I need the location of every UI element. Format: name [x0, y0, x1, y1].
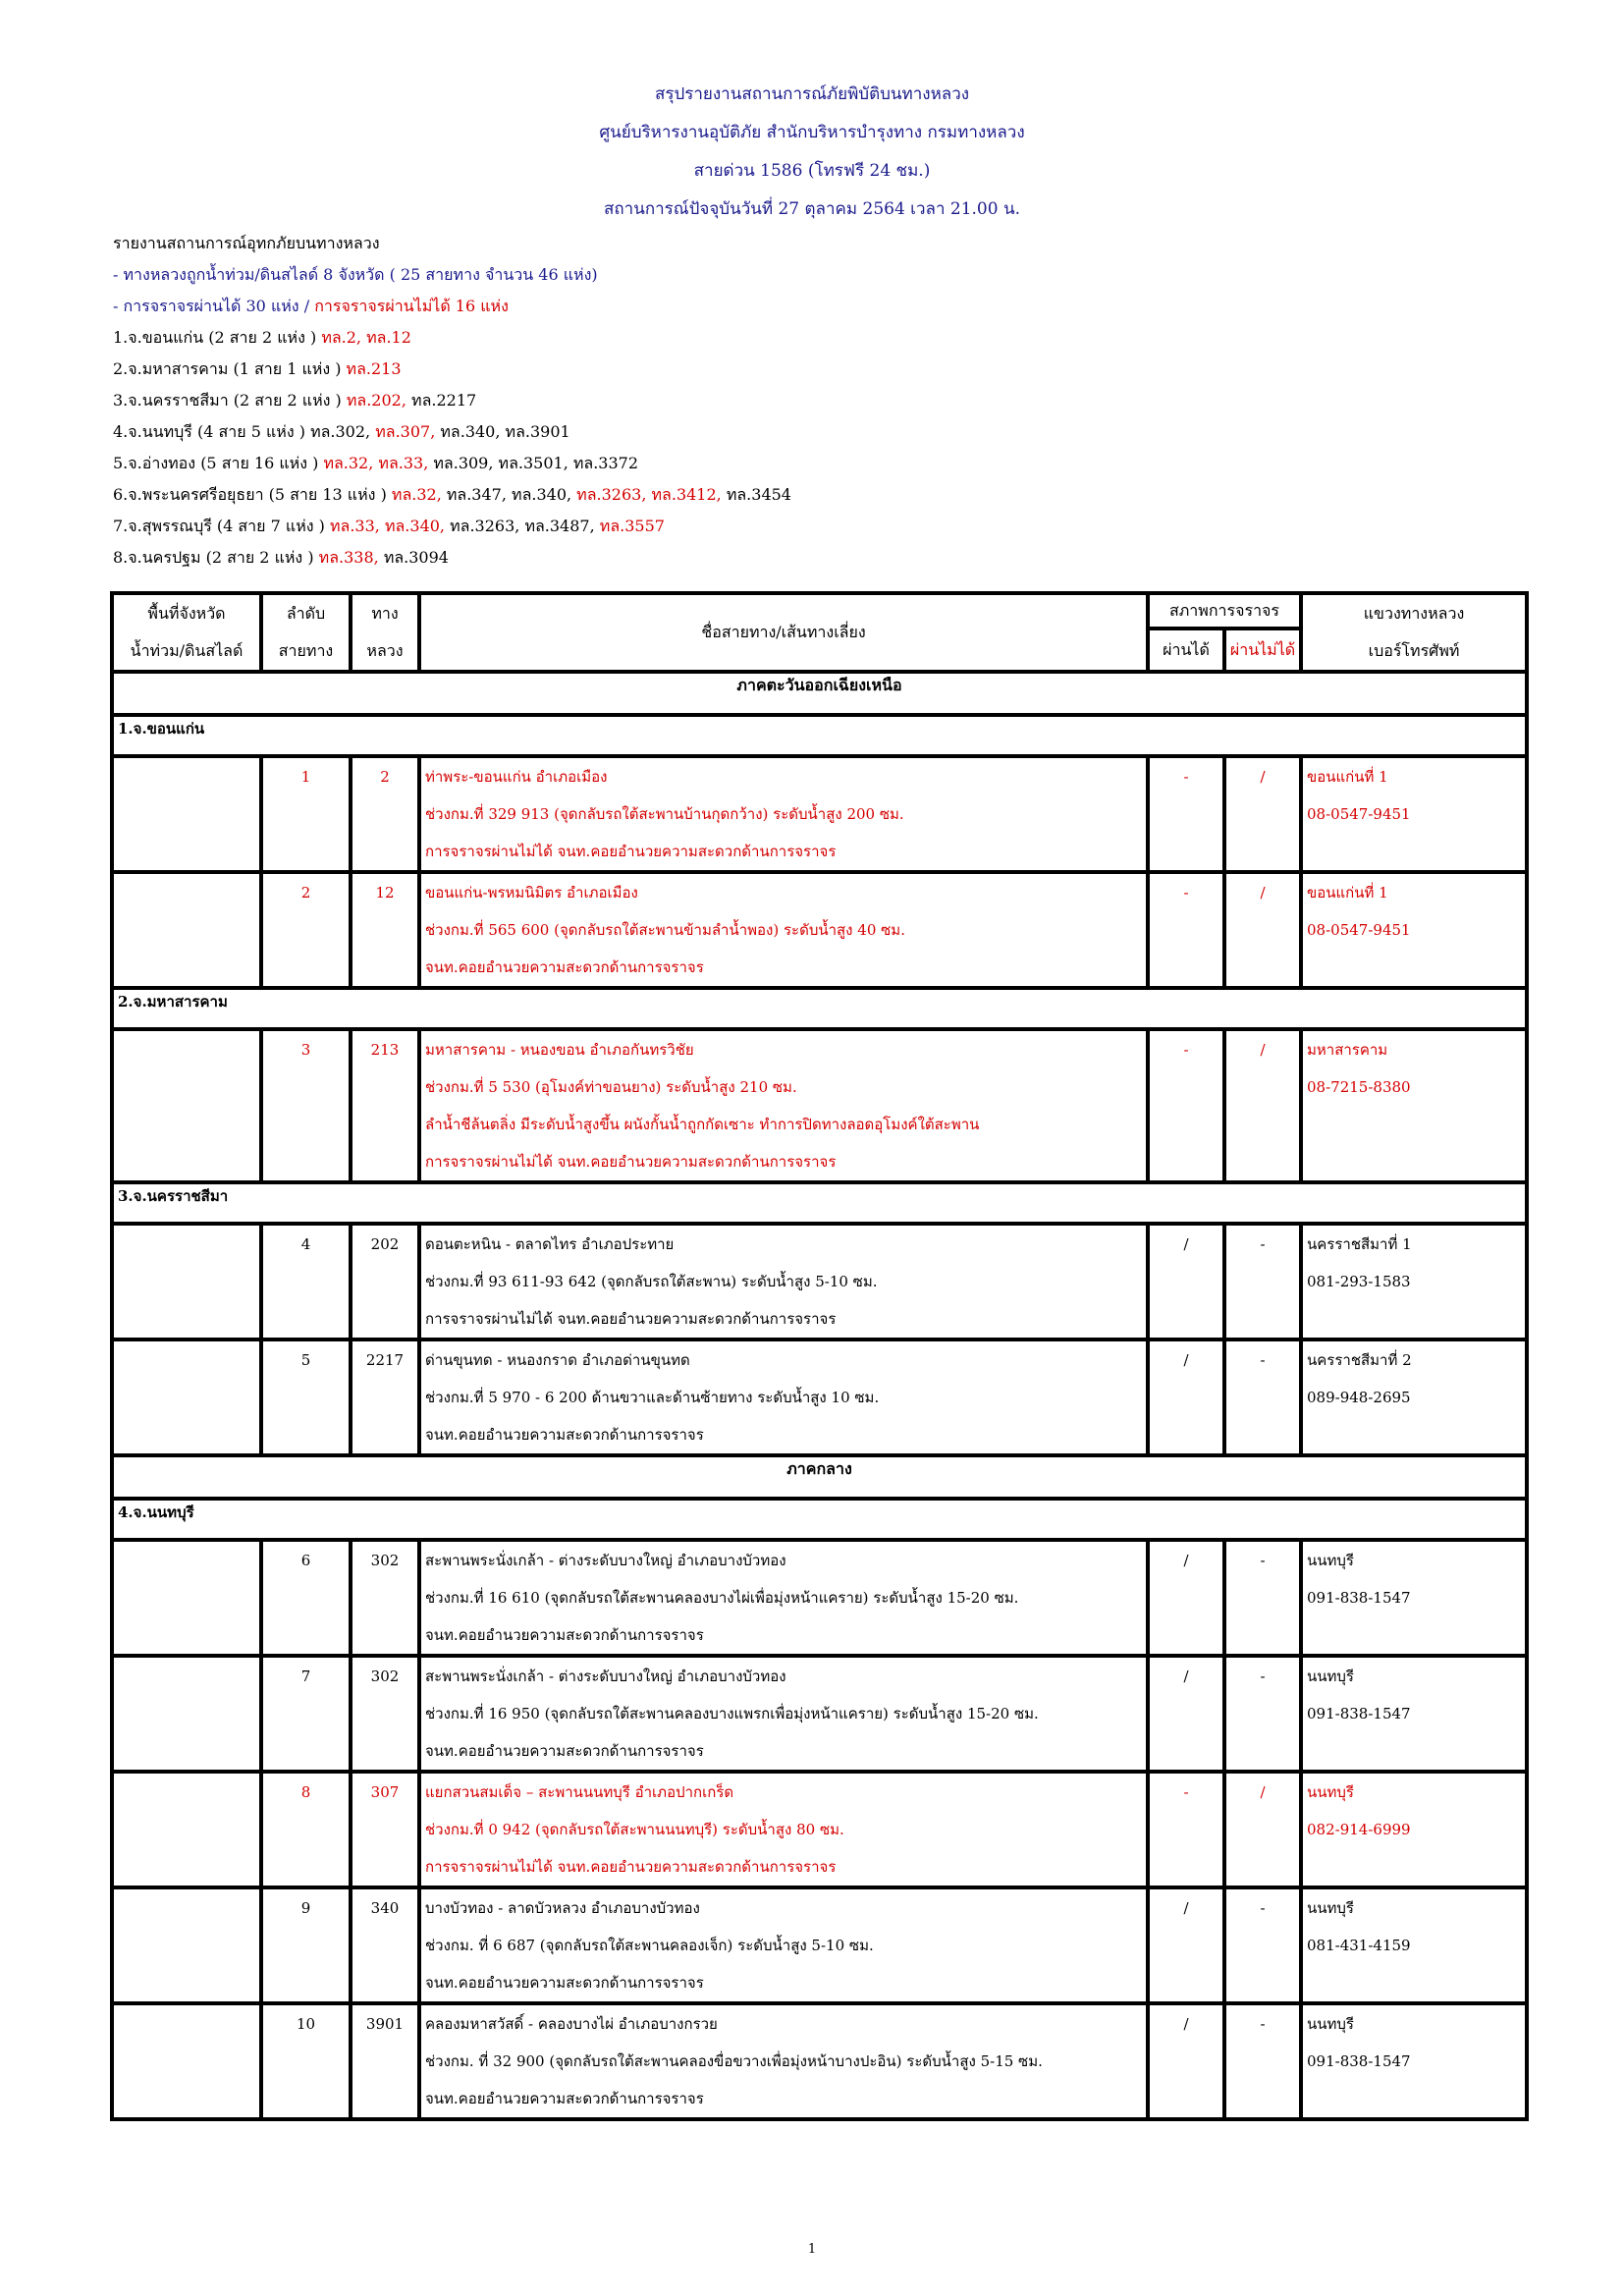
- table-row: [112, 1772, 1527, 1887]
- highway-cell: 302: [351, 1540, 419, 1656]
- route-line: ช่วงกม. ที่ 32 900 (จุดกลับรถใต้สะพานคลองขื่อขวางเพื่อมุ่งหน้าบางปะอิน) ระดับน้ำสูง 5-15 ซม.: [425, 2052, 1043, 2070]
- route-code: ทล.3372: [572, 454, 639, 472]
- pass-cell: /: [1148, 2003, 1224, 2119]
- route-code: ทล.309,: [433, 454, 499, 472]
- table-row: [112, 1656, 1527, 1772]
- col-header-status: สภาพการจราจร: [1148, 593, 1301, 629]
- route-cell: [419, 1772, 1148, 1887]
- region-header: ภาคกลาง: [112, 1455, 1527, 1499]
- seq-cell: 7: [261, 1656, 351, 1772]
- route-line: ช่วงกม.ที่ 16 610 (จุดกลับรถใต้สะพานคลองบางไผ่เพื่อมุ่งหน้าแคราย) ระดับน้ำสูง 15-20 ซม.: [425, 1589, 1019, 1607]
- route-line: การจราจรผ่านไม่ได้ จนท.คอยอำนวยความสะดวกด้านการจราจร: [425, 843, 837, 860]
- summary-flooded: - ทางหลวงถูกน้ำท่วม/ดินสไลด์ 8 จังหวัด ( 25 สายทาง จำนวน 46 แห่ง): [113, 265, 598, 284]
- route-line: ช่วงกม.ที่ 16 950 (จุดกลับรถใต้สะพานคลองบางแพรกเพื่อมุ่งหน้าแคราย) ระดับน้ำสูง 15-20 ซม.: [425, 1705, 1039, 1722]
- route-line: ขอนแก่น-พรหมนิมิตร อำเภอเมือง: [425, 884, 638, 902]
- route-code: ทล.32,: [391, 485, 447, 504]
- route-code: ทล.3263,: [576, 485, 652, 504]
- route-code: ทล.340,: [512, 485, 577, 504]
- office-name: มหาสารคาม: [1307, 1041, 1388, 1059]
- route-cell: [419, 1029, 1148, 1182]
- fail-cell: /: [1224, 1772, 1301, 1887]
- phone-number: 08-0547-9451: [1307, 805, 1411, 823]
- pass-cell: /: [1148, 1224, 1224, 1339]
- office-cell: [1301, 1772, 1527, 1887]
- route-line: ดอนตะหนิน - ตลาดไทร อำเภอประทาย: [425, 1235, 675, 1253]
- route-code: ทล.338,: [318, 548, 384, 567]
- pass-cell: /: [1148, 1656, 1224, 1772]
- flood-status-table: [110, 591, 1529, 2121]
- office-cell: [1301, 756, 1527, 872]
- province-header: 3.จ.นครราชสีมา: [112, 1182, 1527, 1224]
- route-line: แยกสวนสมเด็จ – สะพานนนทบุรี อำเภอปากเกร็ด: [425, 1783, 734, 1801]
- route-line: สะพานพระนั่งเกล้า - ต่างระดับบางใหญ่ อำเภอบางบัวทอง: [425, 1667, 786, 1685]
- pass-cell: -: [1148, 1772, 1224, 1887]
- fail-cell: -: [1224, 1339, 1301, 1455]
- route-line: ช่วงกม.ที่ 329 913 (จุดกลับรถใต้สะพานบ้านกุดกว้าง) ระดับน้ำสูง 200 ซม.: [425, 805, 904, 823]
- route-line: ช่วงกม.ที่ 5 530 (อุโมงค์ท่าขอนยาง) ระดับน้ำสูง 210 ซม.: [425, 1078, 797, 1096]
- table-row: [112, 1887, 1527, 2003]
- route-line: จนท.คอยอำนวยความสะดวกด้านการจราจร: [425, 1742, 704, 1760]
- route-code: ทล.3557: [599, 517, 665, 535]
- phone-number: 08-7215-8380: [1307, 1078, 1411, 1096]
- seq-cell: 2: [261, 872, 351, 988]
- route-line: ท่าพระ-ขอนแก่น อำเภอเมือง: [425, 768, 608, 786]
- province-summary-item: [113, 542, 791, 574]
- route-line: ลำน้ำชีล้นตลิ่ง มีระดับน้ำสูงขึ้น ผนังกั้นน้ำถูกกัดเซาะ ทำการปิดทางลอดอุโมงค์ใต้สะพาน: [425, 1116, 980, 1133]
- area-cell: [112, 1656, 261, 1772]
- route-line: จนท.คอยอำนวยความสะดวกด้านการจราจร: [425, 1626, 704, 1644]
- highway-cell: 340: [351, 1887, 419, 2003]
- route-cell: [419, 1887, 1148, 2003]
- route-cell: [419, 1224, 1148, 1339]
- seq-cell: 8: [261, 1772, 351, 1887]
- phone-number: 091-838-1547: [1307, 1589, 1411, 1607]
- route-code: ทล.307,: [375, 422, 441, 441]
- phone-number: 081-431-4159: [1307, 1937, 1411, 1954]
- route-line: จนท.คอยอำนวยความสะดวกด้านการจราจร: [425, 1426, 704, 1444]
- phone-number: 089-948-2695: [1307, 1389, 1411, 1406]
- col-header-area: พื้นที่จังหวัด น้ำท่วม/ดินสไลด์: [112, 593, 261, 672]
- summary-pass: - การจราจรผ่านได้ 30 แห่ง /: [113, 297, 315, 315]
- route-line: สะพานพระนั่งเกล้า - ต่างระดับบางใหญ่ อำเภอบางบัวทอง: [425, 1552, 786, 1569]
- region-header: ภาคตะวันออกเฉียงเหนือ: [112, 672, 1527, 715]
- fail-cell: -: [1224, 2003, 1301, 2119]
- pass-cell: -: [1148, 1029, 1224, 1182]
- province-summary-item: [113, 416, 791, 448]
- province-summary-label: 2.จ.มหาสารคาม (1 สาย 1 แห่ง ): [113, 359, 347, 378]
- province-summary-label: 3.จ.นครราชสีมา (2 สาย 2 แห่ง ): [113, 391, 347, 410]
- route-line: ด่านขุนทด - หนองกราด อำเภอด่านขุนทด: [425, 1351, 690, 1369]
- area-cell: [112, 872, 261, 988]
- seq-cell: 3: [261, 1029, 351, 1182]
- province-header: 2.จ.มหาสารคาม: [112, 988, 1527, 1029]
- seq-cell: 9: [261, 1887, 351, 2003]
- route-code: ทล.347,: [446, 485, 513, 504]
- route-code: ทล.3487,: [524, 517, 600, 535]
- pass-cell: /: [1148, 1887, 1224, 2003]
- table-row: [112, 1540, 1527, 1656]
- table-row: [112, 872, 1527, 988]
- report-datetime: สถานการณ์ปัจจุบันวันที่ 27 ตุลาคม 2564 เวลา 21.00 น.: [604, 199, 1020, 219]
- phone-number: 091-838-1547: [1307, 1705, 1411, 1722]
- province-summary-label: 5.จ.อ่างทอง (5 สาย 16 แห่ง ): [113, 454, 324, 472]
- pass-cell: -: [1148, 872, 1224, 988]
- area-cell: [112, 1887, 261, 2003]
- route-line: จนท.คอยอำนวยความสะดวกด้านการจราจร: [425, 2090, 704, 2107]
- route-line: คลองมหาสวัสดิ์ - คลองบางไผ่ อำเภอบางกรวย: [425, 2015, 718, 2033]
- highway-cell: 2: [351, 756, 419, 872]
- route-code: ทล.33,: [378, 454, 434, 472]
- fail-cell: -: [1224, 1656, 1301, 1772]
- route-line: การจราจรผ่านไม่ได้ จนท.คอยอำนวยความสะดวกด้านการจราจร: [425, 1310, 837, 1328]
- col-header-highway: ทาง หลวง: [351, 593, 419, 672]
- area-cell: [112, 756, 261, 872]
- table-row: [112, 2003, 1527, 2119]
- province-summary-label: 1.จ.ขอนแก่น (2 สาย 2 แห่ง ): [113, 328, 322, 347]
- summary-fail: การจราจรผ่านไม่ได้ 16 แห่ง: [314, 297, 509, 315]
- highway-cell: 302: [351, 1656, 419, 1772]
- province-summary-item: [113, 385, 791, 416]
- route-line: ช่วงกม.ที่ 5 970 - 6 200 ด้านขวาและด้านซ้ายทาง ระดับน้ำสูง 10 ซม.: [425, 1389, 880, 1406]
- province-list: [113, 322, 791, 567]
- office-cell: [1301, 1224, 1527, 1339]
- highway-cell: 307: [351, 1772, 419, 1887]
- route-code: ทล.33,: [329, 517, 385, 535]
- seq-cell: 4: [261, 1224, 351, 1339]
- route-cell: [419, 2003, 1148, 2119]
- province-summary-label: 8.จ.นครปฐม (2 สาย 2 แห่ง ): [113, 548, 319, 567]
- highway-cell: 2217: [351, 1339, 419, 1455]
- area-cell: [112, 1224, 261, 1339]
- route-line: ช่วงกม. ที่ 6 687 (จุดกลับรถใต้สะพานคลองเจ็ก) ระดับน้ำสูง 5-10 ซม.: [425, 1937, 874, 1954]
- hotline: สายด่วน 1586 (โทรฟรี 24 ชม.): [693, 161, 931, 181]
- pass-cell: /: [1148, 1540, 1224, 1656]
- province-summary-item: [113, 354, 791, 385]
- fail-cell: /: [1224, 872, 1301, 988]
- office-cell: [1301, 1887, 1527, 2003]
- province-summary-label: 6.จ.พระนครศรีอยุธยา (5 สาย 13 แห่ง ): [113, 485, 392, 504]
- report-title: สรุปรายงานสถานการณ์ภัยพิบัติบนทางหลวง: [654, 84, 970, 104]
- highway-cell: 202: [351, 1224, 419, 1339]
- province-summary-item: [113, 322, 791, 354]
- province-header: 4.จ.นนทบุรี: [112, 1499, 1527, 1540]
- route-code: ทล.213: [346, 359, 402, 378]
- report-subtitle: ศูนย์บริหารงานอุบัติภัย สำนักบริหารบำรุงทาง กรมทางหลวง: [599, 123, 1025, 142]
- table-row: [112, 1224, 1527, 1339]
- route-code: ทล.3454: [726, 485, 791, 504]
- col-header-fail: ผ่านไม่ได้: [1224, 629, 1301, 672]
- office-cell: [1301, 1029, 1527, 1182]
- area-cell: [112, 2003, 261, 2119]
- seq-cell: 1: [261, 756, 351, 872]
- route-line: การจราจรผ่านไม่ได้ จนท.คอยอำนวยความสะดวกด้านการจราจร: [425, 1858, 837, 1876]
- province-summary-label: 4.จ.นนทบุรี (4 สาย 5 แห่ง ): [113, 422, 311, 441]
- office-cell: [1301, 1540, 1527, 1656]
- fail-cell: /: [1224, 756, 1301, 872]
- office-name: นครราชสีมาที่ 2: [1307, 1351, 1412, 1369]
- route-code: ทล.12: [366, 328, 411, 347]
- fail-cell: /: [1224, 1029, 1301, 1182]
- route-code: ทล.340,: [384, 517, 451, 535]
- province-summary-label: 7.จ.สุพรรณบุรี (4 สาย 7 แห่ง ): [113, 517, 330, 535]
- route-code: ทล.302,: [310, 422, 376, 441]
- fail-cell: -: [1224, 1224, 1301, 1339]
- route-code: ทล.340,: [440, 422, 506, 441]
- route-line: ช่วงกม.ที่ 0 942 (จุดกลับรถใต้สะพานนนทบุรี) ระดับน้ำสูง 80 ซม.: [425, 1821, 844, 1838]
- seq-cell: 6: [261, 1540, 351, 1656]
- office-cell: [1301, 872, 1527, 988]
- col-header-seq: ลำดับ สายทาง: [261, 593, 351, 672]
- office-name: นนทบุรี: [1307, 1552, 1354, 1569]
- page-number: 1: [807, 2242, 817, 2257]
- route-cell: [419, 872, 1148, 988]
- seq-cell: 5: [261, 1339, 351, 1455]
- route-line: ช่วงกม.ที่ 93 611-93 642 (จุดกลับรถใต้สะพาน) ระดับน้ำสูง 5-10 ซม.: [425, 1273, 878, 1290]
- phone-number: 081-293-1583: [1307, 1273, 1411, 1290]
- pass-cell: -: [1148, 756, 1224, 872]
- table-row: [112, 1339, 1527, 1455]
- route-code: ทล.3901: [505, 422, 570, 441]
- route-cell: [419, 756, 1148, 872]
- route-code: ทล.2,: [321, 328, 367, 347]
- province-summary-item: [113, 479, 791, 511]
- highway-cell: 3901: [351, 2003, 419, 2119]
- office-cell: [1301, 1339, 1527, 1455]
- route-line: จนท.คอยอำนวยความสะดวกด้านการจราจร: [425, 958, 704, 976]
- highway-cell: 12: [351, 872, 419, 988]
- route-line: บางบัวทอง - ลาดบัวหลวง อำเภอบางบัวทอง: [425, 1899, 700, 1917]
- seq-cell: 10: [261, 2003, 351, 2119]
- fail-cell: -: [1224, 1540, 1301, 1656]
- office-name: ขอนแก่นที่ 1: [1307, 768, 1388, 786]
- province-summary-item: [113, 511, 791, 542]
- table-row: [112, 1029, 1527, 1182]
- route-code: ทล.3263,: [450, 517, 525, 535]
- col-header-route: ชื่อสายทาง/เส้นทางเลี่ยง: [419, 593, 1148, 672]
- route-code: ทล.202,: [346, 391, 412, 410]
- intro-section: [113, 228, 791, 567]
- area-cell: [112, 1029, 261, 1182]
- route-cell: [419, 1540, 1148, 1656]
- route-cell: [419, 1339, 1148, 1455]
- phone-number: 08-0547-9451: [1307, 921, 1411, 939]
- area-cell: [112, 1339, 261, 1455]
- office-name: นนทบุรี: [1307, 2015, 1354, 2033]
- pass-cell: /: [1148, 1339, 1224, 1455]
- highway-cell: 213: [351, 1029, 419, 1182]
- office-name: นนทบุรี: [1307, 1783, 1354, 1801]
- route-line: การจราจรผ่านไม่ได้ จนท.คอยอำนวยความสะดวกด้านการจราจร: [425, 1153, 837, 1171]
- intro-title: รายงานสถานการณ์อุทกภัยบนทางหลวง: [113, 234, 380, 252]
- route-line: จนท.คอยอำนวยความสะดวกด้านการจราจร: [425, 1974, 704, 1992]
- route-code: ทล.3094: [383, 548, 449, 567]
- fail-cell: -: [1224, 1887, 1301, 2003]
- table-row: [112, 756, 1527, 872]
- office-cell: [1301, 2003, 1527, 2119]
- office-cell: [1301, 1656, 1527, 1772]
- phone-number: 091-838-1547: [1307, 2052, 1411, 2070]
- summary-traffic: [113, 291, 791, 322]
- route-cell: [419, 1656, 1148, 1772]
- office-name: นนทบุรี: [1307, 1667, 1354, 1685]
- route-code: ทล.3412,: [651, 485, 727, 504]
- area-cell: [112, 1540, 261, 1656]
- office-name: นครราชสีมาที่ 1: [1307, 1235, 1412, 1253]
- province-header: 1.จ.ขอนแก่น: [112, 715, 1527, 756]
- phone-number: 082-914-6999: [1307, 1821, 1411, 1838]
- route-line: ช่วงกม.ที่ 565 600 (จุดกลับรถใต้สะพานข้ามลำน้ำพอง) ระดับน้ำสูง 40 ซม.: [425, 921, 905, 939]
- office-name: ขอนแก่นที่ 1: [1307, 884, 1388, 902]
- area-cell: [112, 1772, 261, 1887]
- col-header-office: แขวงทางหลวง เบอร์โทรศัพท์: [1301, 593, 1527, 672]
- route-line: มหาสารคาม - หนองขอน อำเภอกันทรวิชัย: [425, 1041, 694, 1059]
- route-code: ทล.32,: [323, 454, 379, 472]
- province-summary-item: [113, 448, 791, 479]
- office-name: นนทบุรี: [1307, 1899, 1354, 1917]
- col-header-pass: ผ่านได้: [1148, 629, 1224, 672]
- route-code: ทล.3501,: [498, 454, 573, 472]
- route-code: ทล.2217: [411, 391, 477, 410]
